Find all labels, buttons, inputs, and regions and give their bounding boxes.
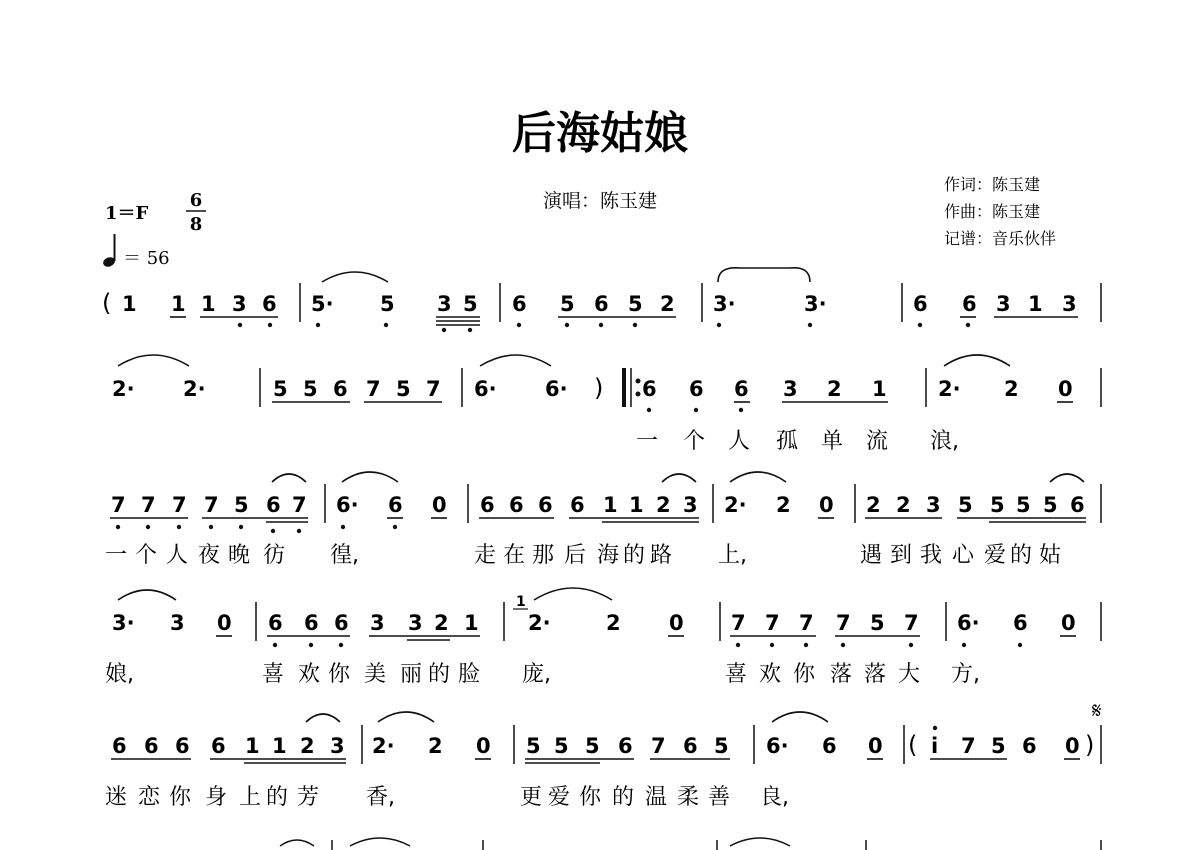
lyric-syllable: 落 [830, 662, 853, 687]
close-parenthesis: ) [594, 374, 604, 402]
note: 7 [799, 611, 814, 635]
octave-dot [297, 529, 301, 533]
measure [731, 611, 919, 635]
lyric-syllable: 美 [364, 662, 387, 687]
octave-dot [239, 525, 243, 529]
note: 2 [866, 493, 881, 517]
lyric-syllable: 的 [428, 662, 451, 687]
measure [642, 377, 887, 401]
measure [866, 493, 1085, 517]
lyric-syllable: 到 [890, 543, 913, 568]
note: 5 [714, 734, 729, 758]
lyric-syllable: 你 [579, 785, 602, 810]
lyric-line [636, 429, 959, 454]
octave-dot [442, 328, 446, 332]
lyric-syllable: 人 [728, 429, 751, 454]
measure [724, 493, 834, 517]
lyric-syllable: 的 [1010, 543, 1033, 568]
octave-dot [468, 328, 472, 332]
lyric-syllable: 迷 [105, 785, 128, 810]
note: 1 [122, 292, 137, 316]
lyric-syllable: 一 [105, 543, 128, 568]
note: 0 [217, 611, 232, 635]
octave-dot [517, 323, 521, 327]
lyric-syllable: 喜 [262, 662, 285, 687]
slur [306, 714, 340, 722]
lyric-syllable: 遇 [860, 543, 883, 568]
note: 7 [172, 493, 187, 517]
note: 7 [836, 611, 851, 635]
note: 1 [1028, 292, 1043, 316]
note: 3· [112, 611, 135, 635]
octave-dot [694, 408, 698, 412]
note: 7 [961, 734, 976, 758]
lyric-syllable: 流 [866, 429, 889, 454]
lyric-syllable: 徨, [330, 543, 359, 568]
octave-dot [341, 525, 345, 529]
note: 6 [112, 734, 127, 758]
composer-credit: 作曲：陈玉建 [944, 202, 1041, 221]
note: 3 [1062, 292, 1077, 316]
measure [112, 611, 232, 635]
tie [378, 712, 434, 722]
octave-dot [804, 643, 808, 647]
score-system [110, 472, 1101, 533]
lyric-syllable: 我 [920, 543, 943, 568]
note: 7 [426, 377, 441, 401]
note: 2 [1004, 377, 1019, 401]
lyric-syllable: 良, [760, 785, 789, 810]
lyric-syllable: 走 [474, 543, 497, 568]
note: 3· [713, 292, 736, 316]
octave-dot [177, 525, 181, 529]
note: 6 [333, 377, 348, 401]
slur [662, 474, 696, 482]
lyric-syllable: 个 [683, 429, 706, 454]
note: 5 [463, 292, 478, 316]
note: 2 [300, 734, 315, 758]
note: 6 [334, 611, 349, 635]
octave-dot [739, 408, 743, 412]
lyric-syllable: 的 [612, 785, 635, 810]
note: 6 [1013, 611, 1028, 635]
octave-dot [393, 525, 397, 529]
note: 6· [336, 493, 359, 517]
tie [718, 268, 810, 282]
note: 7 [141, 493, 156, 517]
note: 0 [476, 734, 491, 758]
note: 3 [683, 493, 698, 517]
note: 2· [112, 377, 135, 401]
repeat-start-sign [624, 368, 641, 407]
measure [273, 377, 441, 401]
lyric-syllable: 丽 [400, 662, 423, 687]
note: 7 [651, 734, 666, 758]
lyric-syllable: 上, [718, 543, 747, 568]
octave-dot [309, 643, 313, 647]
octave-dot [271, 529, 275, 533]
octave-dot [647, 408, 651, 412]
note: 5 [526, 734, 541, 758]
note: 6 [1022, 734, 1037, 758]
lyric-syllable: 善 [708, 785, 731, 810]
measure [311, 292, 478, 316]
note: 6 [822, 734, 837, 758]
note: 6 [512, 292, 527, 316]
note: 6 [509, 493, 524, 517]
note: 2 [827, 377, 842, 401]
octave-dot [384, 323, 388, 327]
note: 1 [464, 611, 479, 635]
note: 0 [1058, 377, 1073, 401]
note: 6 [913, 292, 928, 316]
note: 6 [175, 734, 190, 758]
octave-dot [209, 525, 213, 529]
lyric-syllable: 身 [205, 785, 228, 810]
cropped-system [280, 838, 1101, 850]
score-system [112, 588, 1101, 647]
note: 6 [538, 493, 553, 517]
note: 6 [734, 377, 749, 401]
note: 6 [570, 493, 585, 517]
note: 3 [232, 292, 247, 316]
tie [772, 712, 828, 722]
note: 7 [204, 493, 219, 517]
tempo-marking: ＝ 56 [123, 248, 170, 269]
note: 5 [234, 493, 249, 517]
lyric-syllable: 个 [135, 543, 158, 568]
note: 5 [628, 292, 643, 316]
octave-dot [736, 643, 740, 647]
note: 3 [170, 611, 185, 635]
lyric-syllable: 方, [951, 662, 980, 687]
lyricist-credit: 作词：陈玉建 [944, 175, 1041, 194]
note: 2 [428, 734, 443, 758]
note: 6 [1070, 493, 1085, 517]
score-system [112, 355, 1101, 412]
measure [336, 493, 447, 517]
lyric-line [105, 662, 980, 687]
measure [938, 377, 1073, 401]
note: i [931, 734, 939, 758]
measure [111, 493, 307, 517]
note: 6 [144, 734, 159, 758]
score-system [102, 268, 1101, 332]
note: 5 [585, 734, 600, 758]
lyric-syllable: 香, [366, 785, 395, 810]
note: 7 [765, 611, 780, 635]
octave-dot [238, 323, 242, 327]
note: 0 [669, 611, 684, 635]
song-title: 后海姑娘 [512, 108, 688, 159]
note: 3 [370, 611, 385, 635]
measure [480, 493, 698, 517]
singer-credit: 演唱：陈玉建 [542, 190, 658, 212]
note: 2 [660, 292, 675, 316]
lyric-syllable: 芳 [297, 785, 320, 810]
tie [534, 588, 612, 600]
octave-dot [770, 643, 774, 647]
lyric-syllable: 欢 [759, 662, 782, 687]
slur [272, 474, 306, 482]
note: 2 [656, 493, 671, 517]
lyric-syllable: 欢 [298, 662, 321, 687]
lyric-syllable: 脸 [458, 662, 481, 687]
note: 5 [870, 611, 885, 635]
lyric-syllable: 爱 [548, 785, 571, 810]
transcriber-credit: 记谱：音乐伙伴 [944, 229, 1057, 248]
note: 3 [437, 292, 452, 316]
close-parenthesis: ) [1085, 731, 1095, 759]
lyric-syllable: 恋 [138, 785, 161, 810]
lyric-syllable: 人 [166, 543, 189, 568]
note: 6 [594, 292, 609, 316]
octave-dot [909, 643, 913, 647]
octave-dot [146, 525, 150, 529]
note: 3 [330, 734, 345, 758]
tie [118, 355, 189, 366]
measure [372, 734, 491, 758]
note: 5· [311, 292, 334, 316]
note: 6 [689, 377, 704, 401]
lyric-syllable: 大 [898, 662, 921, 687]
lyric-line [105, 543, 1061, 568]
note: 6 [304, 611, 319, 635]
note: 6 [262, 292, 277, 316]
measure [913, 292, 1077, 316]
note: 5 [991, 734, 1006, 758]
tie [118, 590, 176, 600]
measure [713, 292, 827, 316]
measure [528, 611, 684, 635]
octave-dot [918, 323, 922, 327]
lyric-syllable: 孤 [776, 429, 799, 454]
lyric-syllable: 夜 [198, 543, 221, 568]
note: 0 [432, 493, 447, 517]
note: 2· [528, 611, 551, 635]
note: 7 [904, 611, 919, 635]
octave-dot [962, 643, 966, 647]
tie [342, 472, 398, 482]
lyric-syllable: 喜 [725, 662, 748, 687]
lyric-syllable: 温 [645, 785, 668, 810]
note: 6 [211, 734, 226, 758]
lyric-syllable: 你 [793, 662, 816, 687]
note: 1 [171, 292, 186, 316]
tie [730, 472, 786, 482]
note: 2 [776, 493, 791, 517]
note: 1 [272, 734, 287, 758]
note: 0 [1065, 734, 1080, 758]
note: 1 [245, 734, 260, 758]
lyric-syllable: 在 [503, 543, 526, 568]
open-parenthesis: ( [102, 289, 112, 317]
measure [931, 734, 1080, 758]
note: 6· [957, 611, 980, 635]
octave-dot [966, 323, 970, 327]
note: 7 [731, 611, 746, 635]
time-signature-top: 6 [189, 190, 203, 211]
lyric-syllable: 你 [169, 785, 192, 810]
lyric-syllable: 的 [266, 785, 289, 810]
note: 6· [545, 377, 568, 401]
note: 5 [1043, 493, 1058, 517]
lyric-syllable: 晚 [228, 543, 251, 568]
lyric-syllable: 一 [636, 429, 659, 454]
note: 6 [480, 493, 495, 517]
octave-dot [633, 323, 637, 327]
quarter-note-icon [102, 234, 116, 268]
lyric-syllable: 娘, [105, 662, 134, 687]
note: 5 [560, 292, 575, 316]
measure [122, 292, 277, 316]
measure [112, 377, 206, 401]
lyric-syllable: 那 [532, 543, 555, 568]
lyric-syllable: 更 [520, 785, 543, 810]
octave-dot [273, 643, 277, 647]
note: 0 [819, 493, 834, 517]
octave-dot [841, 643, 845, 647]
note: 3 [926, 493, 941, 517]
note: 2· [183, 377, 206, 401]
note: 6· [766, 734, 789, 758]
note: 1 [201, 292, 216, 316]
octave-dot [933, 726, 937, 730]
octave-dot [339, 643, 343, 647]
measure [766, 734, 883, 758]
note: 5 [380, 292, 395, 316]
note: 1 [603, 493, 618, 517]
octave-dot [116, 525, 120, 529]
octave-dot [565, 323, 569, 327]
score-system [111, 712, 1101, 764]
octave-dot [268, 323, 272, 327]
lyric-syllable: 柔 [677, 785, 700, 810]
lyric-syllable: 爱 [984, 543, 1007, 568]
note: 6 [266, 493, 281, 517]
open-parenthesis: ( [908, 731, 918, 759]
octave-dot [316, 323, 320, 327]
note: 2 [606, 611, 621, 635]
note: 5 [1016, 493, 1031, 517]
volta-number: 1 [516, 594, 526, 610]
note: 5 [554, 734, 569, 758]
note: 6· [474, 377, 497, 401]
key-signature: 1＝F [105, 203, 149, 224]
note: 6 [962, 292, 977, 316]
note: 7 [111, 493, 126, 517]
note: 5 [958, 493, 973, 517]
note: 5 [990, 493, 1005, 517]
octave-dot [1018, 643, 1022, 647]
octave-dot [717, 323, 721, 327]
note: 3· [804, 292, 827, 316]
slur [322, 272, 388, 282]
time-signature-bottom: 8 [189, 214, 203, 235]
note: 5 [396, 377, 411, 401]
note: 2· [372, 734, 395, 758]
note: 7 [366, 377, 381, 401]
note: 6 [268, 611, 283, 635]
note: 5 [273, 377, 288, 401]
tie [944, 355, 1010, 366]
note: 7 [292, 493, 307, 517]
note: 2· [724, 493, 747, 517]
lyric-syllable: 落 [864, 662, 887, 687]
note: 6 [388, 493, 403, 517]
lyric-syllable: 你 [328, 662, 351, 687]
lyric-syllable: 单 [821, 429, 844, 454]
measure [512, 292, 675, 316]
tie [480, 355, 551, 366]
measure [526, 734, 729, 758]
measure [957, 611, 1076, 635]
lyric-syllable: 浪, [930, 429, 959, 454]
lyric-line [105, 785, 789, 810]
note: 3 [996, 292, 1011, 316]
lyric-syllable: 庞, [522, 662, 551, 687]
lyric-syllable: 上 [239, 785, 262, 810]
note: 3 [408, 611, 423, 635]
note: 0 [868, 734, 883, 758]
note: 5 [303, 377, 318, 401]
note: 2 [896, 493, 911, 517]
lyric-syllable: 彷 [263, 543, 286, 568]
note: 6 [642, 377, 657, 401]
note: 1 [872, 377, 887, 401]
lyric-syllable: 后 [564, 543, 587, 568]
segno-sign: 𝄋 [1092, 699, 1102, 724]
note: 2· [938, 377, 961, 401]
slur [1050, 474, 1084, 482]
note: 6 [683, 734, 698, 758]
measure [474, 377, 568, 401]
octave-dot [808, 323, 812, 327]
note: 6 [618, 734, 633, 758]
note: 2 [434, 611, 449, 635]
lyric-syllable: 心 [952, 543, 975, 568]
measure [112, 734, 345, 758]
lyric-syllable: 的 [623, 543, 646, 568]
note: 3 [783, 377, 798, 401]
lyric-syllable: 路 [650, 543, 673, 568]
measure [268, 611, 479, 635]
note: 1 [629, 493, 644, 517]
lyric-syllable: 海 [597, 543, 620, 568]
lyric-syllable: 姑 [1039, 543, 1062, 568]
octave-dot [599, 323, 603, 327]
note: 0 [1061, 611, 1076, 635]
